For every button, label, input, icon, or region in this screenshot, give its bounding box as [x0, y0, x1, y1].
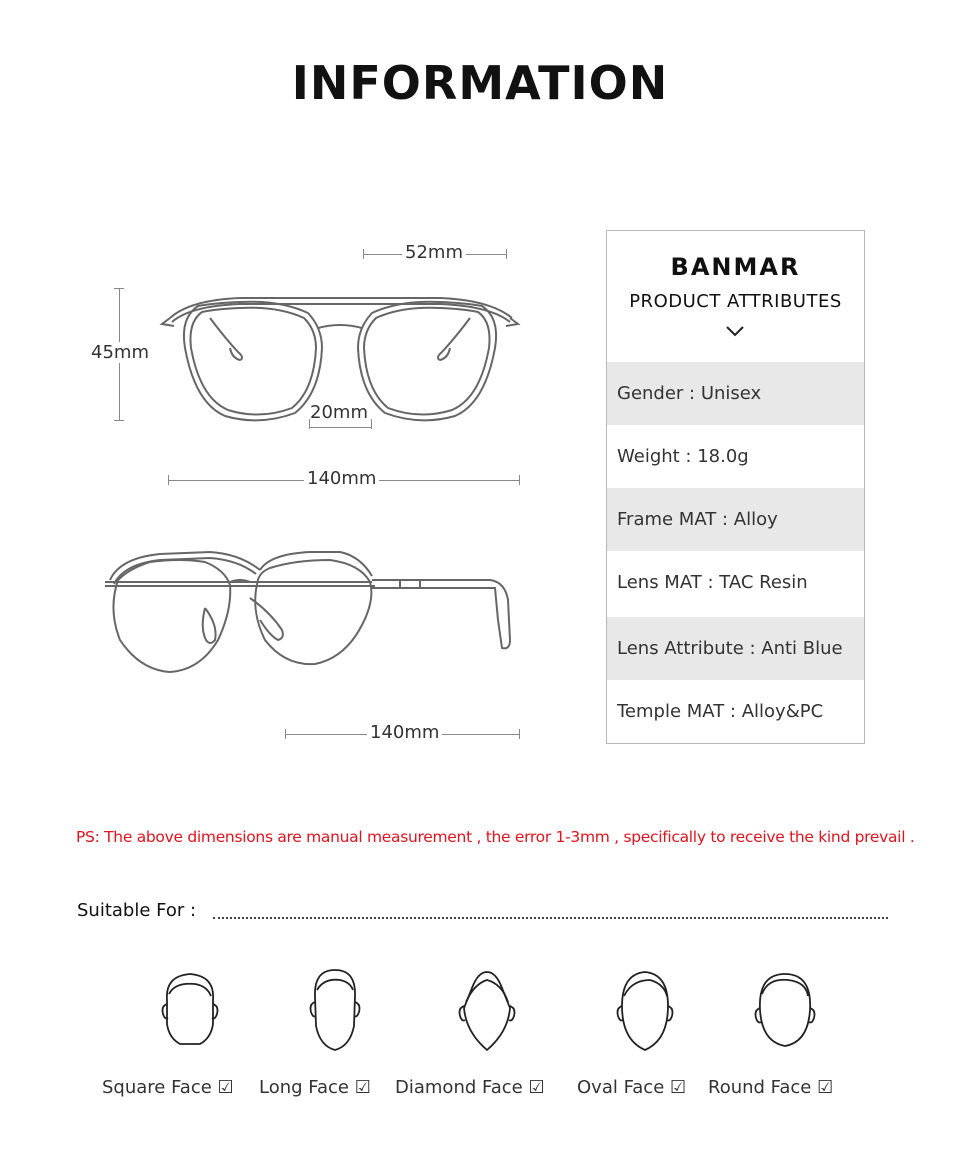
attribute-row: Temple MAT : Alloy&PC: [617, 701, 824, 722]
suitable-for-label: Suitable For :: [77, 900, 197, 921]
face-label-oval: Oval Face ☑: [577, 1077, 687, 1098]
checkbox-icon: ☑: [528, 1077, 545, 1098]
face-label-round: Round Face ☑: [708, 1077, 834, 1098]
chevron-down-icon: [725, 323, 745, 339]
dim-lens-width: 52mm: [402, 242, 466, 263]
dim-bridge: 20mm: [310, 402, 368, 423]
checkbox-icon: ☑: [670, 1077, 687, 1098]
attributes-heading: PRODUCT ATTRIBUTES: [629, 291, 842, 312]
glasses-side-view: [100, 540, 520, 690]
product-attributes-card: [606, 230, 865, 744]
face-label-long: Long Face ☑: [259, 1077, 371, 1098]
dotted-leader: [213, 903, 888, 919]
checkbox-icon: ☑: [217, 1077, 234, 1098]
oval-face-icon: [610, 966, 680, 1054]
attribute-row: Lens Attribute : Anti Blue: [607, 617, 864, 680]
checkbox-icon: ☑: [817, 1077, 834, 1098]
attribute-row: Gender : Unisex: [607, 362, 864, 425]
diamond-face-icon: [452, 966, 522, 1054]
checkbox-icon: ☑: [354, 1077, 371, 1098]
square-face-icon: [155, 966, 225, 1054]
face-label-diamond: Diamond Face ☑: [395, 1077, 545, 1098]
attribute-row: Weight : 18.0g: [617, 446, 749, 467]
long-face-icon: [300, 966, 370, 1054]
round-face-icon: [750, 966, 820, 1054]
brand-logo: BANMAR: [670, 253, 801, 281]
attribute-row: Lens MAT : TAC Resin: [617, 572, 808, 593]
dim-lens-height: 45mm: [88, 342, 152, 363]
dim-temple-length: 140mm: [367, 722, 442, 743]
measurement-note: PS: The above dimensions are manual measurement , the error 1-3mm , specifically to receive the kind prevail .: [76, 828, 915, 846]
attribute-row: Frame MAT : Alloy: [607, 488, 864, 551]
face-label-square: Square Face ☑: [102, 1077, 234, 1098]
dim-frame-width: 140mm: [304, 468, 379, 489]
page-title: INFORMATION: [291, 56, 669, 110]
